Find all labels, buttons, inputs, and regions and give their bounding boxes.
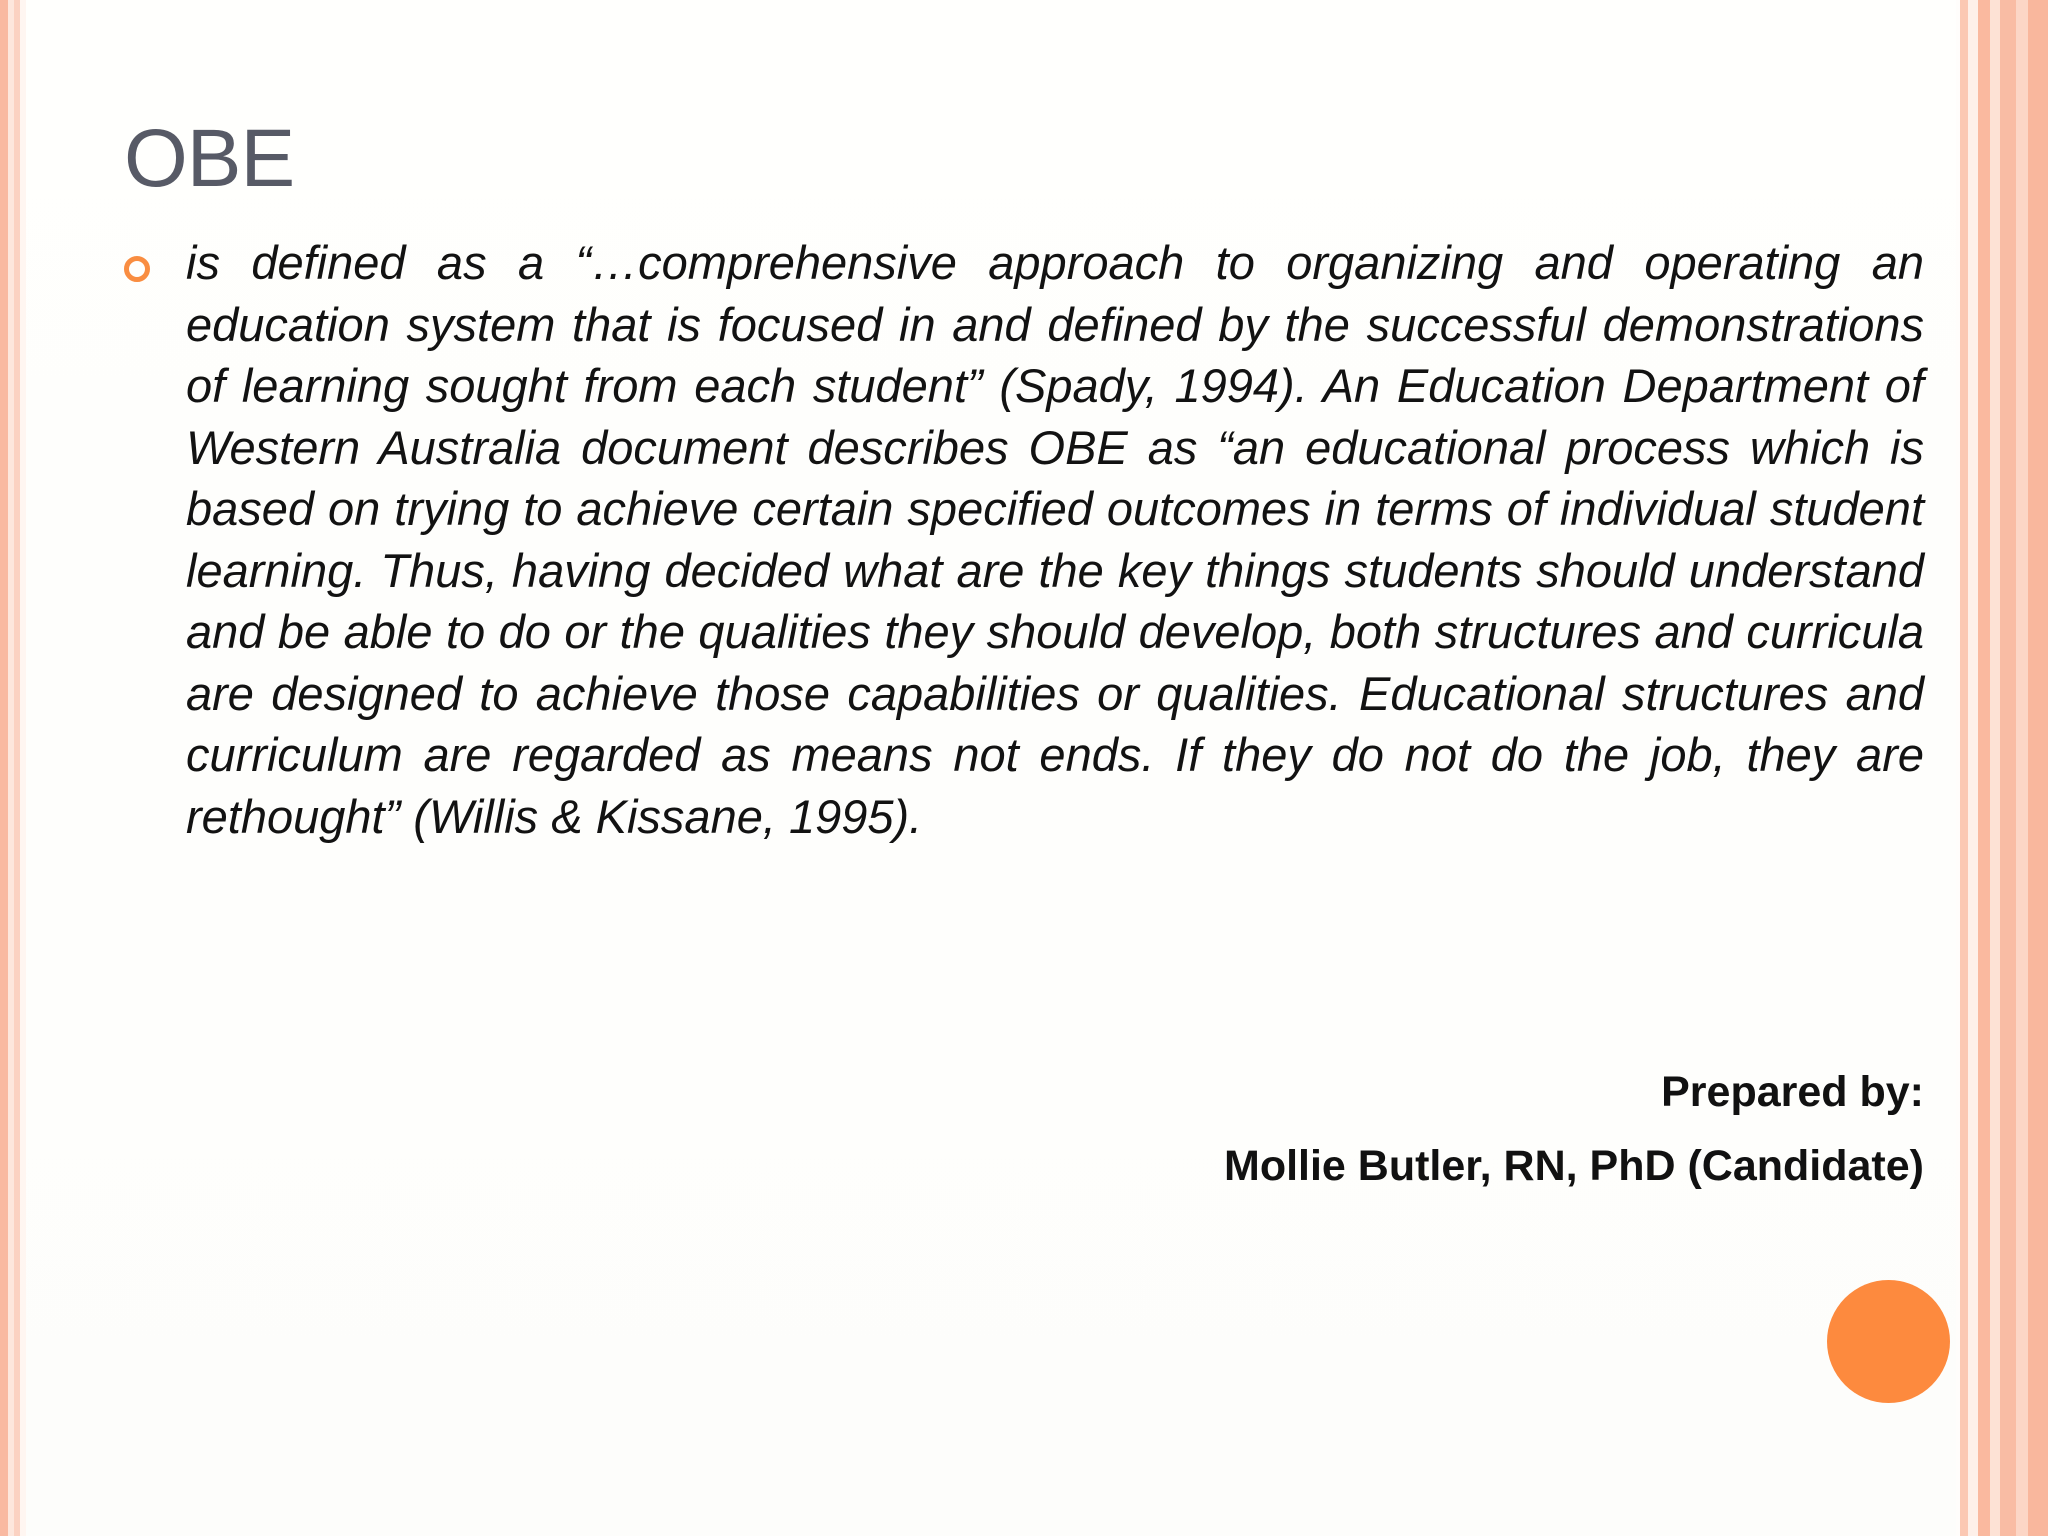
author-name: Mollie Butler, RN, PhD (Candidate) — [1224, 1142, 1924, 1190]
bullet-text: is defined as a “…comprehensive approach to organizing and operating an education system that is focused in and defined by the successful demonstrations of learning sought from each student” (Spady, 1994). An Education Department of Western Australia document describes OBE as “an educational process which is based on trying to achieve certain specified outcomes in terms of individual student learning. Thus, having decided what are the key things students should understand and be able to do or the qualities they should develop, both structures and curricula are designed to achieve those capabilities or qualities. Educational structures and curriculum are regarded as means not ends. If they do not do the job, they are rethought” (Willis & Kissane, 1995). — [186, 236, 1924, 843]
right-border-stripes — [1956, 0, 2048, 1536]
hollow-circle-bullet-icon — [124, 256, 150, 282]
orange-circle-decoration — [1827, 1280, 1950, 1403]
left-border-stripe — [0, 0, 26, 1536]
slide-title: OBE — [124, 113, 295, 204]
prepared-by-label: Prepared by: — [1661, 1068, 1924, 1116]
